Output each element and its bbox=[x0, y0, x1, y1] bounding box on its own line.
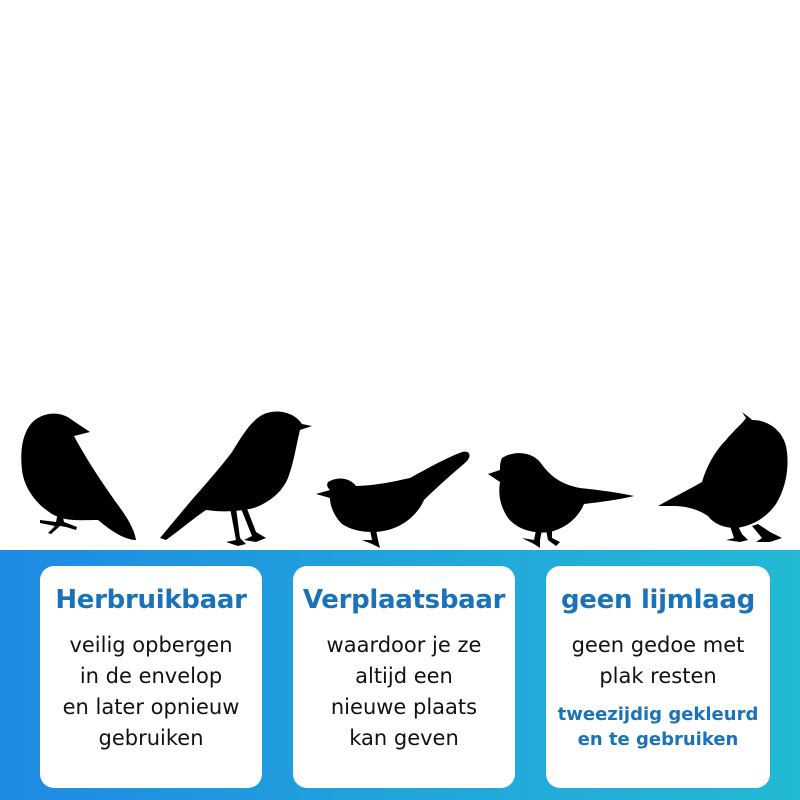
bird-silhouette-4 bbox=[488, 453, 634, 548]
card-description-line: gebruiken bbox=[98, 726, 204, 750]
card-title: Verplaatsbaar bbox=[302, 585, 506, 615]
feature-card-reusable bbox=[40, 566, 262, 788]
card-note-line: tweezijdig gekleurd bbox=[557, 704, 759, 725]
bird-silhouette-1 bbox=[21, 414, 136, 540]
feature-card-no-adhesive bbox=[546, 566, 770, 788]
card-description-line: nieuwe plaats bbox=[330, 695, 478, 719]
card-description-line: en later opnieuw bbox=[62, 695, 240, 719]
bird-silhouette-2 bbox=[160, 412, 312, 546]
card-note bbox=[546, 702, 770, 752]
card-title: geen lijmlaag bbox=[561, 585, 755, 615]
card-note-line: en te gebruiken bbox=[577, 729, 739, 750]
card-description-line: plak resten bbox=[599, 664, 717, 688]
card-description-line: kan geven bbox=[349, 726, 459, 750]
card-description-line: in de envelop bbox=[79, 664, 223, 688]
card-description bbox=[546, 630, 770, 692]
card-description bbox=[40, 630, 262, 754]
bird-silhouette-3 bbox=[316, 452, 469, 548]
card-description-line: geen gedoe met bbox=[571, 633, 745, 657]
card-description-line: waardoor je ze bbox=[326, 633, 482, 657]
card-title: Herbruikbaar bbox=[55, 585, 247, 615]
bird-silhouette-5 bbox=[658, 412, 788, 542]
card-description bbox=[293, 630, 515, 754]
card-description-line: altijd een bbox=[355, 664, 453, 688]
card-description-line: veilig opbergen bbox=[69, 633, 233, 657]
feature-card-movable bbox=[293, 566, 515, 788]
